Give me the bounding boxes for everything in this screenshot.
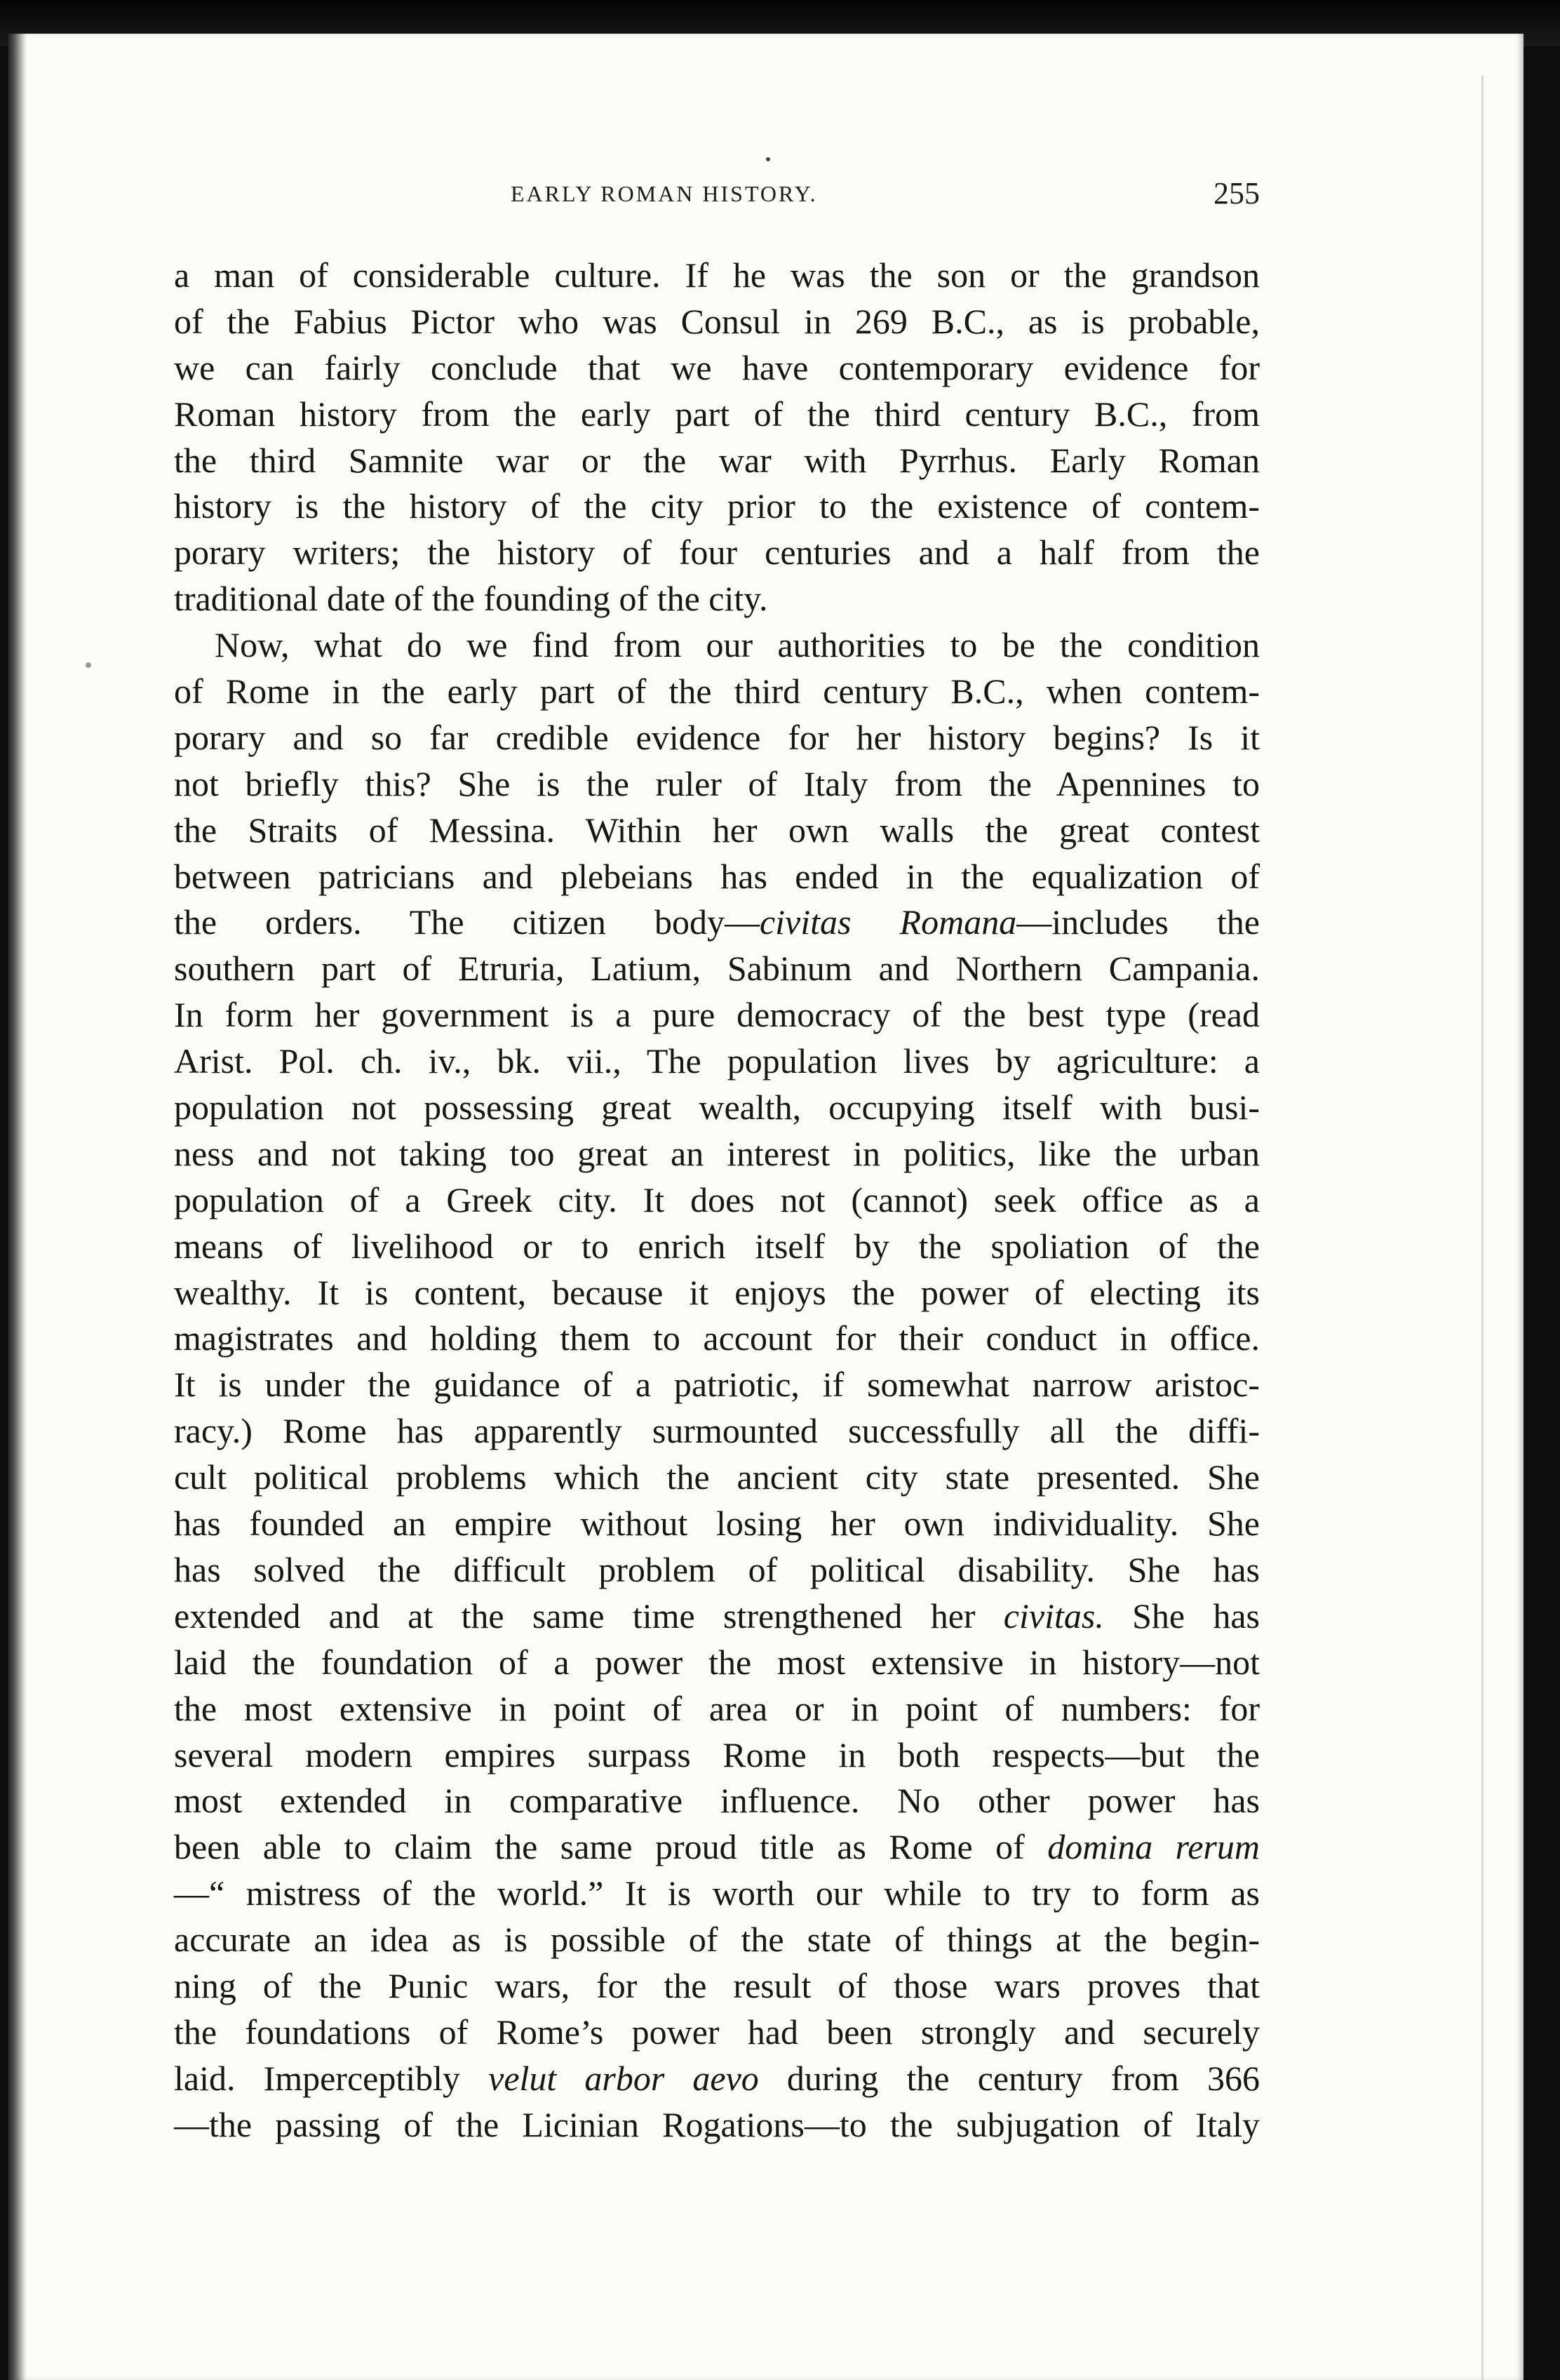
- text-line: of the Fabius Pictor who was Consul in 269 B.C., as is probable,: [174, 301, 1260, 341]
- text-line: Roman history from the early part of the third century B.C., from: [174, 394, 1260, 434]
- text-line: ning of the Punic wars, for the result of those wars proves that: [174, 1965, 1260, 2005]
- text-line: ness and not taking too great an interest in politics, like the urban: [174, 1133, 1260, 1173]
- italic-phrase: civitas.: [1003, 1596, 1104, 1636]
- text-line: —“ mistress of the world.” It is worth our while to try to form as: [174, 1873, 1260, 1913]
- text-line: In form her government is a pure democracy of the best type (read: [174, 995, 1260, 1035]
- text-line: several modern empires surpass Rome in both respects—but the: [174, 1734, 1260, 1774]
- text-line: the orders. The citizen body—civitas Romana—includes the: [174, 902, 1260, 942]
- italic-phrase: domina rerum: [1047, 1827, 1260, 1867]
- text-line: porary writers; the history of four centuries and a half from the: [174, 533, 1260, 573]
- text-line: laid. Imperceptibly velut arbor aevo during the century from 366: [174, 2058, 1260, 2098]
- text-line: not briefly this? She is the ruler of Italy from the Apennines to: [174, 763, 1260, 803]
- text-line: —the passing of the Licinian Rogations—to the subjugation of Italy: [174, 2104, 1260, 2144]
- text-line: cult political problems which the ancient city state presented. She: [174, 1457, 1260, 1497]
- body-text: [174, 253, 1260, 2148]
- text-line: It is under the guidance of a patriotic, if somewhat narrow aristoc-: [174, 1365, 1260, 1405]
- text-line: of Rome in the early part of the third century B.C., when contem-: [174, 671, 1260, 711]
- text-line: traditional date of the founding of the city.: [174, 579, 768, 619]
- text-line: most extended in comparative influence. No other power has: [174, 1781, 1260, 1821]
- text-line: has founded an empire without losing her own individuality. She: [174, 1504, 1260, 1544]
- ink-speck: [766, 157, 770, 161]
- text-line: the foundations of Rome’s power had been strongly and securely: [174, 2012, 1260, 2052]
- text-line: accurate an idea as is possible of the state of things at the begin-: [174, 1920, 1260, 1960]
- italic-phrase: civitas Romana: [759, 902, 1017, 942]
- text-line: laid the foundation of a power the most extensive in history—not: [174, 1642, 1260, 1682]
- text-line: the Straits of Messina. Within her own walls the great contest: [174, 810, 1260, 850]
- text-line: between patricians and plebeians has ended in the equalization of: [174, 856, 1260, 896]
- italic-phrase: velut arbor aevo: [488, 2058, 759, 2098]
- text-line: Arist. Pol. ch. iv., bk. vii., The population lives by agriculture: a: [174, 1041, 1260, 1081]
- text-line: has solved the difficult problem of political disability. She has: [174, 1549, 1260, 1589]
- text-line: southern part of Etruria, Latium, Sabinum and Northern Campania.: [174, 949, 1260, 989]
- text-line: history is the history of the city prior to the existence of contem-: [174, 486, 1260, 526]
- text-line: we can fairly conclude that we have contemporary evidence for: [174, 347, 1260, 387]
- ink-speck: [86, 662, 91, 668]
- text-line: the third Samnite war or the war with Pyrrhus. Early Roman: [174, 440, 1260, 480]
- text-line: extended and at the same time strengthened her civitas. She has: [174, 1596, 1260, 1636]
- text-line: population of a Greek city. It does not (cannot) seek office as a: [174, 1179, 1260, 1219]
- running-title: EARLY ROMAN HISTORY.: [511, 181, 818, 206]
- text-line: a man of considerable culture. If he was the son or the grandson: [174, 255, 1260, 295]
- text-line: magistrates and holding them to account for their conduct in office.: [174, 1318, 1260, 1358]
- text-line: population not possessing great wealth, occupying itself with busi-: [174, 1088, 1260, 1128]
- text-line: means of livelihood or to enrich itself by the spoliation of the: [174, 1226, 1260, 1266]
- running-header: [511, 174, 1260, 219]
- text-line: wealthy. It is content, because it enjoys the power of electing its: [174, 1272, 1260, 1312]
- gutter-shadow: [8, 34, 27, 2380]
- page-edge-rule: [1481, 76, 1484, 2380]
- text-line: porary and so far credible evidence for her history begins? Is it: [174, 717, 1260, 757]
- page-number: 255: [1213, 176, 1260, 210]
- text-line: the most extensive in point of area or in point of numbers: for: [174, 1688, 1260, 1728]
- text-line: been able to claim the same proud title as Rome of domina rerum: [174, 1827, 1260, 1867]
- text-line: Now, what do we find from our authorities to be the condition: [215, 625, 1260, 665]
- text-line: racy.) Rome has apparently surmounted successfully all the diffi-: [174, 1411, 1260, 1451]
